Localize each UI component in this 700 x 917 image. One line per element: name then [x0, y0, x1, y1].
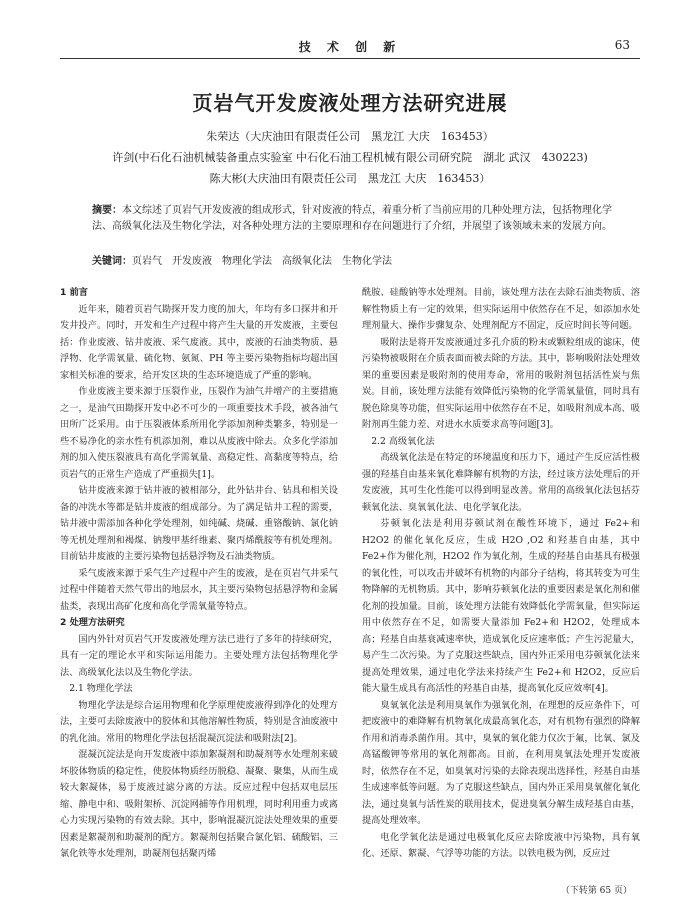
journal-header: 技 术 创 新 [298, 40, 402, 54]
paragraph: 酰胺、硅酸钠等水处理剂。目前，该处理方法在去除石油类物质、溶解性物质上有一定的效果，但实际运用中依然存在不足，如添加水处理剂量大、操作步骤复杂、处理剂配方不固定，反应时间长等问题。 [362, 287, 640, 331]
abstract-label: 摘要： [92, 205, 122, 216]
abstract [92, 203, 612, 235]
keywords [92, 254, 612, 270]
paragraph: 芬顿氧化法是利用芬顿试剂在酸性环境下，通过 Fe2+和 H2O2 的催化氧化反应，生成 H2O ,O2 和羟基自由基，其中 Fe2+作为催化剂，H2O2 作为氧化剂，生成的羟基自由基具有极强的氧化性，可以攻击并破坏有机物的内部分子结构，将其转变为可生物降解的无机物质。其中，影响芬顿氧化法的重要因素是氧化剂和催化剂的投加量。目前，该处理方法能有效降低化学需氧量，但实际运用中依然存在不足，如需要大量添加 Fe2+和 H2O2，处理成本高；羟基自由基衰减速率快，造成氧化反应速率低；产生污泥量大，易产生二次污染。为了克服这些缺点，国内外正采用电芬顿氧化法来提高处理效果，通过电化学法来持续产生 Fe2+和 H2O2，反应后能大量生成具有高活性的羟基自由基，提高氧化反应效率[4]。 [362, 518, 640, 694]
paragraph: 钻井废液来源于钻井液的被相部分，此外钻井台、钻具和相关设备的冲洗水等都是钻井废液的组成部分。为了满足钻井工程的需要，钻井液中需添加各种化学处理剂，如纯碱、烧碱、重铬酸钠、氯化钠等无机处理剂和褐煤、钠羧甲基纤维素、聚丙烯酰胺等有机处理剂。目前钻井废液的主要污染物包括悬浮物及石油类物质。 [60, 485, 338, 562]
paragraph: 采气废液来源于采气生产过程中产生的废液，是在页岩气井采气过程中伴随着天然气带出的地层水，其主要污染物包括悬浮物和金属盐类，表现出高矿化度和高化学需氧量等特点。 [60, 567, 338, 612]
paragraph: 国内外针对页岩气开发废液处理方法已进行了多年的持续研究，具有一定的理论水平和实际运用能力。主要处理方法包括物理化学法、高级氧化法以及生物化学法。 [60, 633, 338, 678]
section-heading: 2.1 物理化学法 [69, 683, 133, 694]
section-heading: 2 处理方法研究 [60, 617, 125, 628]
section-heading: 2.2 高级氧化法 [371, 435, 435, 447]
author-line-2: 许剑(中石化石油机械装备重点实验室 中石化石油工程机械有限公司研究院 湖北 武汉 430223) [112, 151, 588, 164]
continued-note: （下转第 65 页） [560, 886, 632, 896]
page-number: 63 [614, 38, 630, 52]
paragraph: 物理化学法是综合运用物理和化学原理使废液得到净化的处理方法，主要可去除废液中的胶体和其他溶解性物质，特别是含油废液中的乳化油。常用的物理化学法包括混凝沉淀法和吸附法[2]。 [60, 699, 338, 744]
keywords-text: 页岩气 开发废液 物理化学法 高级氧化法 生物化学法 [132, 256, 392, 267]
left-column [60, 285, 338, 863]
header-rule [60, 58, 640, 59]
section-heading: 1 前言 [60, 287, 88, 298]
paragraph: 高级氧化法是在特定的环境温度和压力下，通过产生反应活性极强的羟基自由基来氧化难降解有机物的方法，经过该方法处理后的开发废液，其可生化性能可以得到明显改善。常用的高级氧化法包括芬顿氧化法、臭氧氧化法、电化学氧化法。 [362, 452, 640, 513]
keywords-label: 关键词： [92, 256, 132, 267]
paragraph: 电化学氧化法是通过电极氧化反应去除废液中污染物，具有氧化、还原、絮凝、气浮等功能的方法。以铁电极为例，反应过 [362, 831, 640, 859]
paragraph: 近年来，随着页岩气勘探开发力度的加大，年均有多口探井和开发井投产。同时，开发和生产过程中将产生大量的开发废液，主要包括：作业废液、钻井废液、采气废液。其中，废液的石油类物质、悬浮物、化学需氧量、硫化物、氨氮、PH 等主要污染物指标均超出国家相关标准的要求，给开发区块的生态环境造成了严重的影响。 [60, 303, 338, 381]
author-line-1: 朱荣达（大庆油田有限责任公司 黑龙江 大庆 163453） [206, 130, 494, 143]
paragraph: 臭氧氧化法是利用臭氧作为强氧化剂，在理想的反应条件下，可把废液中的难降解有机物氧化成最高氧化态，对有机物有强烈的降解作用和消毒杀菌作用。其中，臭氧的氧化能力仅次于氟，比氧、氯及高锰酸钾等常用的氧化剂都高。目前，在利用臭氧法处理开发废液时，依然存在不足，如臭氧对污染的去除表现出选择性，羟基自由基生成速率低等问题。为了克服这些缺点，国内外正采用臭氧催化氧化法，通过臭氧与活性炭的联用技术，促进臭氧分解生成羟基自由基，提高处理效率。 [362, 699, 640, 826]
author-line-3: 陈大彬(大庆油田有限责任公司 黑龙江 大庆 163453） [209, 172, 491, 185]
abstract-text: 本文综述了页岩气开发废液的组成形式，针对废液的特点，着重分析了当前应用的几种处理方法，包括物理化学法、高级氧化法及生物化学法，对各种处理方法的主要原理和存在问题进行了介绍，并展望了该领域未来的发展方向。 [92, 205, 612, 232]
article-title: 页岩气开发废液处理方法研究进展 [192, 91, 508, 115]
paragraph: 混凝沉淀法是向开发废液中添加絮凝剂和助凝剂等水处理剂来破坏胶体物质的稳定性，使胶体物质经历脱稳、凝聚、聚集，从而生成较大絮凝体，易于废液过滤分离的方法。反应过程中包括双电层压缩、静电中和、吸附架桥、沉淀网捕等作用机理，同时利用重力或离心力实现污染物的有效去除。其中，影响混凝沉淀法处理效果的重要因素是絮凝剂和助凝剂的配方。絮凝剂包括聚合氯化铝、硫酸铝、三氯化铁等水处理剂，助凝剂包括聚丙烯 [60, 749, 338, 859]
paragraph: 作业废液主要来源于压裂作业，压裂作为油气井增产的主要措施之一，是油气田勘探开发中必不可少的一项重要技术手段，被各油气田所广泛采用。由于压裂液体系所用化学添加剂种类繁多，特别是一些不易净化的亲水性有机添加剂，难以从废液中除去。众多化学添加剂的加入使压裂液具有高化学需氧量、高稳定性、高黏度等特点，给页岩气的正常生产造成了严重损失[1]。 [60, 386, 338, 480]
paragraph: 吸附法是将开发废液通过多孔介质的粉末或颗粒组成的滤床，使污染物被吸附在介质表面而被去除的方法。其中，影响吸附法处理效果的重要因素是吸附剂的使用寿命，常用的吸附剂包括活性炭与焦炭。目前，该处理方法能有效降低污染物的化学需氧量值，同时具有脱色除臭等功能，但实际运用中依然存在不足，如吸附剂成本高、吸附剂再生能力差、对进水水质要求高等问题[3]。 [362, 336, 640, 430]
right-column [362, 285, 640, 863]
